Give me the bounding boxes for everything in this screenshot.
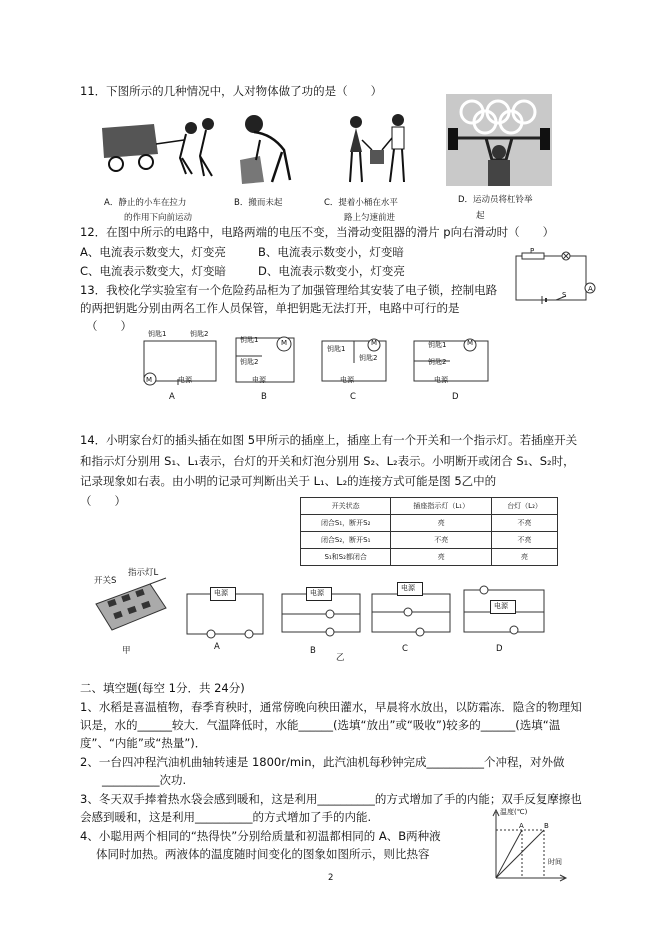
q11-option-d-line2: 起: [476, 211, 485, 221]
s2-q2-line1: 2、一台四冲程汽油机曲轴转速是 1800r/min，此汽油机每秒钟完成__________个冲程，对外做: [80, 755, 565, 769]
q13-d-source: 电源: [434, 376, 448, 384]
q11-option-c-line1: C．提着小桶在水平: [324, 198, 398, 208]
q14-a-source: 电源: [214, 589, 228, 597]
s2-q4-temperature-graph: [490, 808, 570, 884]
q14-d-source: 电源: [494, 602, 508, 610]
q12-option-c: C、电流表示数变大，灯变暗: [80, 264, 227, 278]
q13-d-key2: 钥匙2: [428, 358, 447, 366]
q14-label-a: A: [214, 642, 220, 652]
q13-label-d: D: [452, 392, 459, 402]
s2-q2-line2: __________次功.: [102, 773, 187, 787]
s2-q4-line2: 体同时加热。两液体的温度随时间变化的图象如图所示，则比热容: [96, 847, 430, 861]
q13-circuit-c: [318, 333, 390, 387]
q13-b-key2: 钥匙2: [240, 358, 259, 366]
q14-socket-light-label: 指示灯L: [128, 568, 159, 578]
table-header: 台灯（L₂）: [492, 498, 558, 515]
table-cell: 亮: [391, 549, 492, 566]
q13-d-motor: M: [467, 339, 474, 347]
s2-q3-line2: 会感到暖和，这是利用__________的方式增加了手的内能.: [80, 810, 372, 824]
q14-line2: 和指示灯分别用 S₁、L₁表示，台灯的开关和灯泡分别用 S₂、L₂表示。小明断开或闭合 S₁、S₂时，: [80, 454, 575, 468]
q13-c-key2: 钥匙2: [359, 354, 378, 362]
table-cell: 闭合S₁，断开S₂: [301, 515, 391, 532]
table-cell: 不亮: [391, 532, 492, 549]
q14-yi-label: 乙: [336, 653, 345, 663]
table-cell: S₁和S₂都闭合: [301, 549, 391, 566]
table-cell: 亮: [391, 515, 492, 532]
q14-jia-label: 甲: [122, 646, 131, 656]
table-cell: 不亮: [492, 532, 558, 549]
table-cell: 闭合S₂，断开S₁: [301, 532, 391, 549]
q12-circuit-diagram: [512, 246, 600, 308]
q12-label-s: S: [562, 291, 567, 299]
q13-c-key1: 钥匙1: [327, 345, 346, 353]
q13-circuit-d: [410, 333, 492, 387]
q12-option-d: D、电流表示数变小，灯变亮: [258, 264, 405, 278]
q13-b-source: 电源: [252, 376, 266, 384]
q13-b-key1: 钥匙1: [240, 336, 259, 344]
q14-line4: （ ）: [80, 494, 126, 508]
table-cell: 不亮: [492, 515, 558, 532]
s2-q4-graph-ylabel: 温度(℃): [500, 808, 528, 816]
table-header: 开关状态: [301, 498, 391, 515]
q13-b-motor: M: [281, 339, 288, 347]
q14-label-c: C: [402, 644, 408, 654]
q11-figure-a: [96, 114, 226, 194]
q13-line1: 13．我校化学实验室有一个危险药品柜为了加强管理给其安装了电子锁，控制电路: [80, 283, 498, 297]
q14-d-source-box: [490, 600, 516, 614]
s2-q3-line1: 3、冬天双手捧着热水袋会感到暖和，这是利用__________的方式增加了手的内能；双手反复摩擦也: [80, 792, 582, 806]
table-row: [301, 532, 558, 549]
q11-stem: 11．下图所示的几种情况中，人对物体做了功的是（ ）: [80, 84, 383, 98]
q14-b-source: 电源: [310, 589, 324, 597]
s2-q1-line1: 1、水稻是喜温植物，春季育秧时，通常傍晚向秧田灌水，早晨将水放出，以防霜冻．隐含的物理知: [80, 700, 582, 714]
s2-q4-graph-b: B: [544, 822, 549, 830]
s2-q1-line3: 度”、“内能”或“热量”)．: [80, 736, 207, 750]
q11-option-b-line1: B．搬而未起: [234, 198, 283, 208]
table-header-row: [301, 498, 558, 515]
q13-d-key1: 钥匙1: [428, 341, 447, 349]
q13-a-key1: 钥匙1: [148, 330, 167, 338]
q14-a-source-box: [210, 587, 236, 601]
q11-figure-c: [338, 112, 418, 196]
table-row: [301, 515, 558, 532]
q11-option-a-line1: A．静止的小车在拉力: [104, 198, 187, 208]
q13-c-motor: M: [371, 339, 378, 347]
q12-label-p: P: [530, 247, 535, 255]
q14-socket-switch-label: 开关S: [94, 576, 117, 586]
q14-line3: 记录现象如右表。由小明的记录可判断出关于 L₁、L₂的连接方式可能是图 5乙中的: [80, 474, 497, 488]
q13-label-c: C: [350, 392, 356, 402]
q13-a-key2: 钥匙2: [190, 330, 209, 338]
q11-figure-d-photo: [446, 94, 552, 186]
q13-line2: 的两把钥匙分别由两名工作人员保管，单把钥匙无法打开，电路中可行的是: [80, 301, 460, 315]
q12-stem: 12．在图中所示的电路中，电路两端的电压不变，当滑动变阻器的滑片 p向右滑动时（ ）: [80, 225, 555, 239]
table-row: [301, 549, 558, 566]
q11-option-a-line2: 的作用下向前运动: [124, 213, 193, 223]
q12-option-b: B、电流表示数变小，灯变暗: [258, 245, 404, 259]
q13-label-a: A: [169, 392, 175, 402]
q14-line1: 14．小明家台灯的插头插在如图 5甲所示的插座上，插座上有一个开关和一个指示灯。若插座开关: [80, 433, 578, 447]
s2-q1-line2: 识是，水的______较大．气温降低时，水能______(选填“放出”或“吸收”)较多的______(选填“温: [80, 718, 561, 732]
s2-q4-graph-xlabel: 时间: [548, 858, 562, 866]
q13-c-source: 电源: [340, 376, 354, 384]
q11-option-d-line1: D．运动员将杠铃举: [458, 195, 533, 205]
section2-title: 二、填空题(每空 1分．共 24分): [80, 681, 245, 695]
q12-label-a: A: [588, 285, 593, 293]
q11-figure-b: [232, 110, 302, 192]
q13-line3: （ ）: [86, 319, 132, 333]
q13-a-source: 电源: [178, 376, 192, 384]
table-header: 插座指示灯（L₁）: [391, 498, 492, 515]
q14-label-b: B: [310, 646, 316, 656]
table-cell: 亮: [492, 549, 558, 566]
q13-a-motor: M: [146, 376, 153, 384]
q14-b-source-box: [306, 587, 332, 601]
s2-q4-line1: 4、小聪用两个相同的“热得快”分别给质量和初温都相同的 A、B两种液: [80, 829, 441, 843]
q12-option-a: A、电流表示数变大，灯变亮: [80, 245, 226, 259]
q13-label-b: B: [261, 392, 267, 402]
q14-state-table: [300, 497, 558, 566]
q14-c-source-box: [397, 582, 423, 596]
s2-q4-graph-a: A: [519, 822, 524, 830]
q14-label-d: D: [496, 644, 503, 654]
q14-c-source: 电源: [401, 584, 415, 592]
q11-option-c-line2: 路上匀速前进: [344, 213, 396, 223]
page-number: 2: [328, 873, 334, 883]
q14-socket-figure: [92, 578, 172, 638]
